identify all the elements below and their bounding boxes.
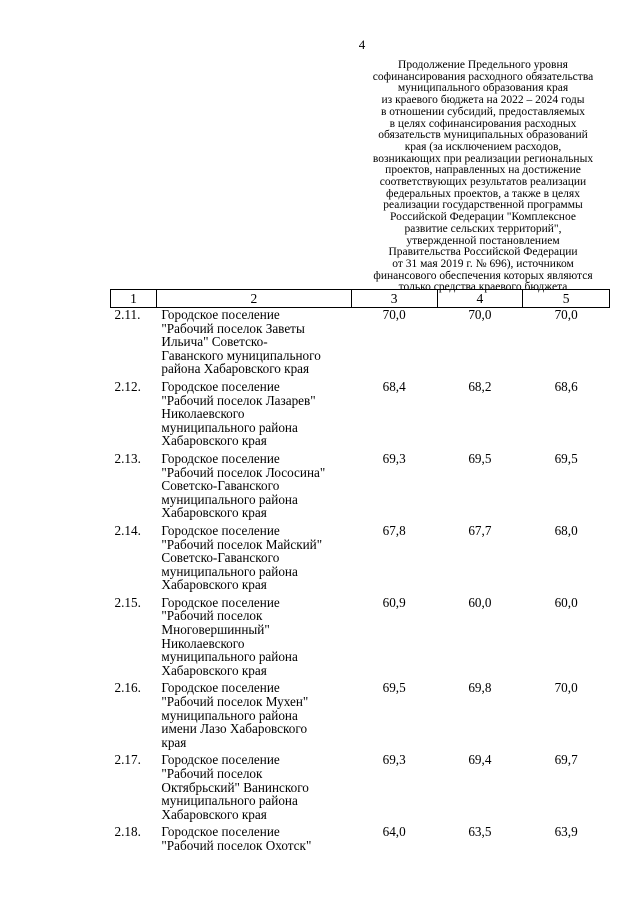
header-line: реализации государственной программы bbox=[383, 199, 583, 212]
header-line: Продолжение Предельного уровня bbox=[398, 59, 568, 71]
value-year-2022: 64,0 bbox=[382, 824, 406, 840]
column-header: 1 bbox=[111, 290, 157, 308]
municipality-name-line: Николаевского bbox=[161, 406, 245, 422]
municipality-name-line: Хабаровского края bbox=[161, 662, 267, 678]
column-header: 2 bbox=[156, 290, 351, 308]
row-number: 2.14. bbox=[114, 522, 141, 538]
value-year-2024: 69,7 bbox=[554, 752, 578, 768]
value-year-2023: 70,0 bbox=[468, 307, 492, 322]
municipality-name-line: Николаевского bbox=[161, 635, 245, 651]
table-row bbox=[111, 452, 610, 524]
municipality-name bbox=[156, 452, 351, 524]
row-number: 2.18. bbox=[114, 824, 141, 840]
header-line: обязательств муниципальных образований bbox=[378, 129, 588, 142]
value-year-2022: 67,8 bbox=[382, 522, 406, 538]
municipality-name-line: муниципального района bbox=[161, 649, 298, 665]
table-row bbox=[111, 596, 610, 682]
municipality-name-line: Городское поселение bbox=[161, 680, 280, 696]
municipality-name-line: "Рабочий поселок Лазарев" bbox=[161, 392, 316, 408]
value-year-2023: 69,8 bbox=[468, 680, 492, 696]
header-line: утвержденной постановлением bbox=[406, 234, 560, 247]
value-year-2023: 63,5 bbox=[468, 824, 492, 840]
municipality-name-line: Многовершинный" bbox=[161, 622, 270, 638]
table-row bbox=[111, 825, 610, 856]
value-year-2023: 68,2 bbox=[468, 378, 492, 394]
value-year-2023: 69,4 bbox=[468, 752, 492, 768]
municipality-name-line: Городское поселение bbox=[161, 824, 280, 840]
municipality-name-line: Городское поселение bbox=[161, 450, 280, 466]
municipality-name bbox=[156, 524, 351, 596]
municipality-name bbox=[156, 308, 351, 380]
municipality-name-line: Городское поселение bbox=[161, 378, 280, 394]
table-row bbox=[111, 753, 610, 825]
value-year-2022: 68,4 bbox=[382, 378, 406, 394]
municipality-name-line: Городское поселение bbox=[161, 522, 280, 538]
table-row bbox=[111, 681, 610, 753]
table-row bbox=[111, 308, 610, 380]
municipality-name-line: "Рабочий поселок Мухен" bbox=[161, 694, 309, 710]
municipality-name-line: Гаванского муниципального bbox=[161, 347, 321, 363]
header-line: развитие сельских территорий", bbox=[404, 222, 562, 235]
municipality-name-line: "Рабочий поселок bbox=[161, 766, 263, 781]
subsidy-table bbox=[110, 289, 610, 857]
row-number: 2.13. bbox=[114, 450, 141, 466]
value-year-2022: 70,0 bbox=[382, 307, 406, 322]
municipality-name-line: муниципального района bbox=[161, 563, 298, 579]
municipality-name-line: Ильича" Советско- bbox=[161, 334, 268, 350]
municipality-name-line: Городское поселение bbox=[161, 752, 280, 768]
value-year-2024: 63,9 bbox=[554, 824, 578, 840]
header-line: федеральных проектов, а также в целях bbox=[386, 187, 580, 200]
municipality-name-line: "Рабочий поселок Охотск" bbox=[161, 837, 312, 853]
header-line: только средства краевого бюджета bbox=[398, 281, 568, 294]
header-line: из краевого бюджета на 2022 – 2024 годы bbox=[381, 94, 585, 107]
value-year-2024: 60,0 bbox=[554, 594, 578, 610]
column-header: 4 bbox=[437, 290, 523, 308]
municipality-name-line: Октябрьский" Ванинского bbox=[161, 779, 309, 795]
header-line: от 31 мая 2019 г. № 696), источником bbox=[392, 257, 574, 270]
municipality-name bbox=[156, 681, 351, 753]
municipality-name-line: муниципального района bbox=[161, 491, 298, 507]
municipality-name-line: Хабаровского края bbox=[161, 505, 267, 521]
column-header: 5 bbox=[523, 290, 610, 308]
header-line: Российской Федерации "Комплексное bbox=[390, 211, 576, 224]
header-line: Правительства Российской Федерации bbox=[388, 246, 578, 259]
municipality-name-line: Хабаровского края bbox=[161, 806, 267, 822]
municipality-name-line: муниципального района bbox=[161, 707, 298, 723]
municipality-name-line: "Рабочий поселок Лососина" bbox=[161, 464, 326, 480]
row-number: 2.17. bbox=[114, 752, 141, 768]
column-header: 3 bbox=[351, 290, 437, 308]
value-year-2024: 69,5 bbox=[554, 450, 578, 466]
value-year-2024: 68,6 bbox=[554, 378, 578, 394]
header-line: в целях софинансирования расходных bbox=[389, 117, 577, 130]
row-number: 2.16. bbox=[114, 680, 141, 696]
municipality-name-line: Хабаровского края bbox=[161, 577, 267, 593]
header-line: соответствующих результатов реализации bbox=[379, 176, 587, 189]
municipality-name bbox=[156, 596, 351, 682]
header-line: муниципального образования края bbox=[397, 82, 569, 95]
municipality-name-line: муниципального района bbox=[161, 793, 298, 809]
municipality-name-line: "Рабочий поселок bbox=[161, 608, 263, 624]
value-year-2023: 69,5 bbox=[468, 450, 492, 466]
header-line: в отношении субсидий, предоставляемых bbox=[381, 105, 585, 118]
municipality-name-line: имени Лазо Хабаровского bbox=[161, 721, 308, 737]
header-line: софинансирования расходного обязательства bbox=[372, 70, 594, 83]
value-year-2023: 67,7 bbox=[468, 522, 492, 538]
municipality-name bbox=[156, 380, 351, 452]
municipality-name-line: Советско-Гаванского bbox=[161, 478, 280, 494]
row-number: 2.11. bbox=[114, 307, 141, 322]
page-number: 4 bbox=[358, 37, 366, 52]
municipality-name-line: района Хабаровского края bbox=[161, 361, 310, 377]
municipality-name bbox=[156, 825, 351, 856]
header-line: края (за исключением расходов, bbox=[404, 140, 562, 153]
value-year-2022: 69,3 bbox=[382, 752, 406, 768]
municipality-name-line: "Рабочий поселок Майский" bbox=[161, 536, 323, 552]
municipality-name bbox=[156, 753, 351, 825]
municipality-name-line: края bbox=[161, 734, 187, 750]
value-year-2022: 69,5 bbox=[382, 680, 406, 696]
municipality-name-line: Советско-Гаванского bbox=[161, 550, 280, 566]
municipality-name-line: муниципального района bbox=[161, 419, 298, 435]
header-line: проектов, направленных на достижение bbox=[385, 164, 581, 177]
header-line: финансового обеспечения которых являются bbox=[373, 269, 593, 282]
value-year-2022: 60,9 bbox=[382, 594, 406, 610]
row-number: 2.12. bbox=[114, 378, 141, 394]
row-number: 2.15. bbox=[114, 594, 141, 610]
table-header-row bbox=[111, 290, 610, 308]
municipality-name-line: "Рабочий поселок Заветы bbox=[161, 320, 305, 336]
municipality-name-line: Городское поселение bbox=[161, 307, 280, 322]
table-row bbox=[111, 524, 610, 596]
value-year-2022: 69,3 bbox=[382, 450, 406, 466]
value-year-2024: 70,0 bbox=[554, 680, 578, 696]
value-year-2023: 60,0 bbox=[468, 594, 492, 610]
municipality-name-line: Хабаровского края bbox=[161, 433, 267, 449]
municipality-name-line: Городское поселение bbox=[161, 594, 280, 610]
value-year-2024: 68,0 bbox=[554, 522, 578, 538]
document-header bbox=[352, 60, 614, 294]
table-row bbox=[111, 380, 610, 452]
value-year-2024: 70,0 bbox=[554, 307, 578, 322]
header-line: возникающих при реализации региональных bbox=[372, 152, 594, 165]
